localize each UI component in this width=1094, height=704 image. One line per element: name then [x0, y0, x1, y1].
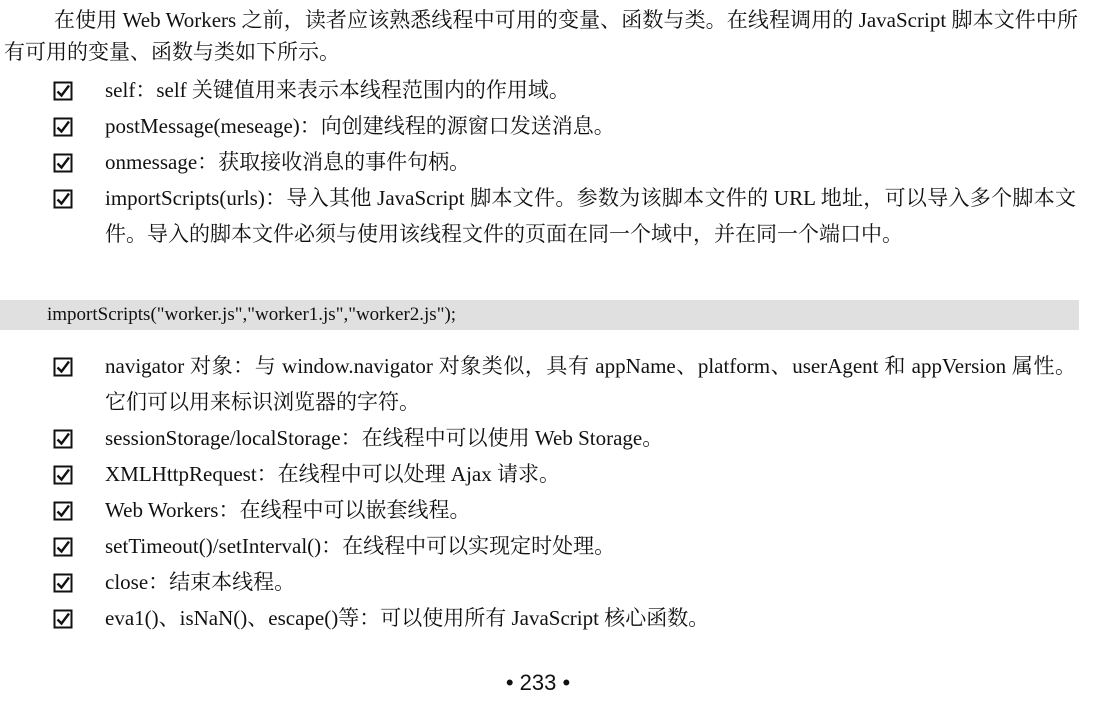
list-item-text: onmessage：获取接收消息的事件句柄。: [105, 150, 471, 174]
list-item-text: eva1()、isNaN()、escape()等：可以使用所有 JavaScript 核心函数。: [105, 606, 710, 630]
available-items-list: [0, 72, 1094, 252]
code-example: importScripts("worker.js","worker1.js","worker2.js");: [0, 300, 1079, 330]
list-item: [0, 108, 1094, 144]
list-item: [0, 420, 1094, 456]
list-item: [0, 528, 1094, 564]
list-item: [0, 348, 1094, 420]
checkbox-checked-icon: [53, 501, 73, 521]
checkbox-checked-icon: [53, 573, 73, 593]
checkbox-checked-icon: [53, 81, 73, 101]
list-item-text: postMessage(meseage)：向创建线程的源窗口发送消息。: [105, 114, 615, 138]
list-item-text: navigator 对象：与 window.navigator 对象类似，具有 appName、platform、userAgent 和 appVersion 属性。它们可以用来标识浏览器的字符。: [105, 354, 1076, 414]
page-number: • 233 •: [505, 670, 571, 695]
list-item: [0, 492, 1094, 528]
list-item-text: Web Workers：在线程中可以嵌套线程。: [105, 498, 471, 522]
checkbox-checked-icon: [53, 537, 73, 557]
list-item: [0, 600, 1094, 636]
list-item: [0, 72, 1094, 108]
list-item-text: sessionStorage/localStorage：在线程中可以使用 Web Storage。: [105, 426, 664, 450]
list-item-text: setTimeout()/setInterval()：在线程中可以实现定时处理。: [105, 534, 616, 558]
checkbox-checked-icon: [53, 429, 73, 449]
list-item: [0, 144, 1094, 180]
list-item-text: close：结束本线程。: [105, 570, 296, 594]
list-item: [0, 456, 1094, 492]
available-items-list-continued: [0, 348, 1094, 636]
intro-paragraph: 在使用 Web Workers 之前，读者应该熟悉线程中可用的变量、函数与类。在线程调用的 JavaScript 脚本文件中所有可用的变量、函数与类如下所示。: [4, 8, 1078, 64]
checkbox-checked-icon: [53, 609, 73, 629]
list-item-text: XMLHttpRequest：在线程中可以处理 Ajax 请求。: [105, 462, 560, 486]
checkbox-checked-icon: [53, 357, 73, 377]
checkbox-checked-icon: [53, 465, 73, 485]
list-item-text: self：self 关键值用来表示本线程范围内的作用域。: [105, 78, 570, 102]
checkbox-checked-icon: [53, 117, 73, 137]
checkbox-checked-icon: [53, 153, 73, 173]
list-item-text: importScripts(urls)：导入其他 JavaScript 脚本文件。参数为该脚本文件的 URL 地址，可以导入多个脚本文件。导入的脚本文件必须与使用该线程文件的页面在同一个域中，并在同一个端口中。: [105, 186, 1076, 246]
checkbox-checked-icon: [53, 189, 73, 209]
list-item: [0, 180, 1094, 252]
list-item: [0, 564, 1094, 600]
